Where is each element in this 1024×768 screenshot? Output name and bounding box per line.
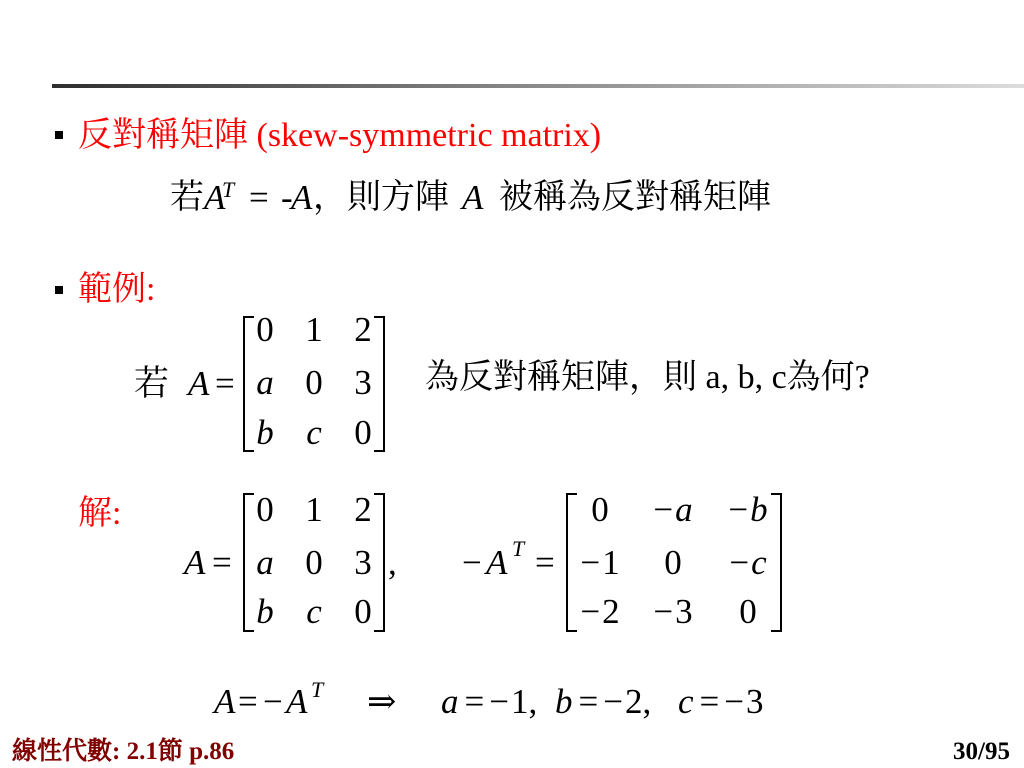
matrix-entry: 0 xyxy=(256,310,274,349)
statement-then: ，則方陣 xyxy=(313,179,449,216)
matrix-entry: −3 xyxy=(653,592,693,631)
matrix-left-bracket xyxy=(566,493,577,632)
matrix-entry: −b xyxy=(728,490,768,529)
conclusion-rhs: A xyxy=(286,682,308,721)
solution-label: 解: xyxy=(78,495,122,532)
result-equals: = xyxy=(578,682,599,721)
solution-neg-transpose-superscript: T xyxy=(512,536,525,561)
matrix-entry: 0 xyxy=(591,490,609,529)
implies-arrow-icon: ⇒ xyxy=(367,682,397,721)
solution-matrix-a-equals: = xyxy=(212,543,232,582)
conclusion-result xyxy=(441,682,537,722)
result-equals: = xyxy=(699,682,720,721)
matrix-entry: 0 xyxy=(354,592,372,631)
result-variable: b xyxy=(555,682,573,721)
matrix-entry: a xyxy=(256,363,274,402)
matrix-entry: 0 xyxy=(354,413,372,452)
statement-negation: - xyxy=(281,178,293,217)
matrix-entry: 2 xyxy=(354,490,372,529)
solution-neg-transpose-minus: − xyxy=(462,543,482,582)
example-label: 範例: xyxy=(78,271,156,308)
statement-rhs-symbol: A xyxy=(291,178,313,217)
result-value: −2 xyxy=(603,682,643,721)
statement-equals: = xyxy=(249,178,269,217)
result-value: −3 xyxy=(724,682,764,721)
matrix-entry: 0 xyxy=(739,592,757,631)
matrix-entry: −c xyxy=(729,543,767,582)
square-bullet-icon xyxy=(55,286,63,294)
matrix-entry: b xyxy=(256,413,274,452)
title-rule xyxy=(52,84,1024,88)
statement-conclusion: 被稱為反對稱矩陣 xyxy=(499,179,771,216)
matrix-right-bracket xyxy=(374,316,385,452)
solution-matrix-a-symbol: A xyxy=(184,543,206,582)
matrix-entry: −a xyxy=(653,490,693,529)
conclusion-transpose-superscript: T xyxy=(311,677,324,702)
conclusion-result xyxy=(555,682,651,722)
statement-if: 若 xyxy=(170,179,204,216)
matrix-entry: b xyxy=(256,592,274,631)
solution-neg-transpose-equals: = xyxy=(535,543,555,582)
matrix-entry: c xyxy=(306,592,322,631)
solution-matrix-neg-transpose xyxy=(566,490,782,632)
solution-matrix-a-separator: , xyxy=(388,543,397,582)
example-if: 若 xyxy=(134,364,170,403)
result-separator: , xyxy=(528,682,538,721)
matrix-entry: 1 xyxy=(305,310,323,349)
solution-neg-transpose-symbol: A xyxy=(486,543,508,582)
matrix-entry: 2 xyxy=(354,310,372,349)
matrix-right-bracket xyxy=(771,493,782,632)
matrix-entry: a xyxy=(256,543,274,582)
conclusion-minus: − xyxy=(263,682,283,721)
matrix-entry: 0 xyxy=(305,543,323,582)
matrix-entry: −2 xyxy=(580,592,620,631)
result-variable: a xyxy=(441,682,459,721)
matrix-left-bracket xyxy=(243,316,254,452)
matrix-entry: c xyxy=(306,413,322,452)
statement-subject: A xyxy=(462,178,484,217)
footer-page-number: 30/95 xyxy=(953,738,1010,765)
statement-symbol: A xyxy=(204,178,226,217)
matrix-entry: 0 xyxy=(305,363,323,402)
square-bullet-icon xyxy=(55,131,63,139)
matrix-entry: 3 xyxy=(354,543,372,582)
conclusion-lhs: A xyxy=(214,682,236,721)
statement-transpose-superscript: T xyxy=(222,177,235,202)
result-value: −1 xyxy=(489,682,529,721)
matrix-entry: −1 xyxy=(580,543,620,582)
example-equals: = xyxy=(215,364,235,403)
solution-matrix-a xyxy=(243,490,385,632)
matrix-entry: 0 xyxy=(256,490,274,529)
result-equals: = xyxy=(464,682,485,721)
conclusion-equals: = xyxy=(238,682,258,721)
example-matrix xyxy=(243,310,385,452)
result-variable: c xyxy=(678,682,694,721)
matrix-entry: 3 xyxy=(354,363,372,402)
matrix-right-bracket xyxy=(374,493,385,632)
example-symbol: A xyxy=(188,364,210,403)
matrix-entry: 0 xyxy=(664,543,682,582)
footer-course: 線性代數: 2.1節 p.86 xyxy=(12,738,235,765)
example-question: 為反對稱矩陣，則 a, b, c為何? xyxy=(425,359,870,396)
conclusion-result xyxy=(678,682,764,722)
matrix-left-bracket xyxy=(243,493,254,632)
matrix-entry: 1 xyxy=(305,490,323,529)
result-separator: , xyxy=(642,682,652,721)
definition-heading: 反對稱矩陣 (skew-symmetric matrix) xyxy=(78,117,602,154)
